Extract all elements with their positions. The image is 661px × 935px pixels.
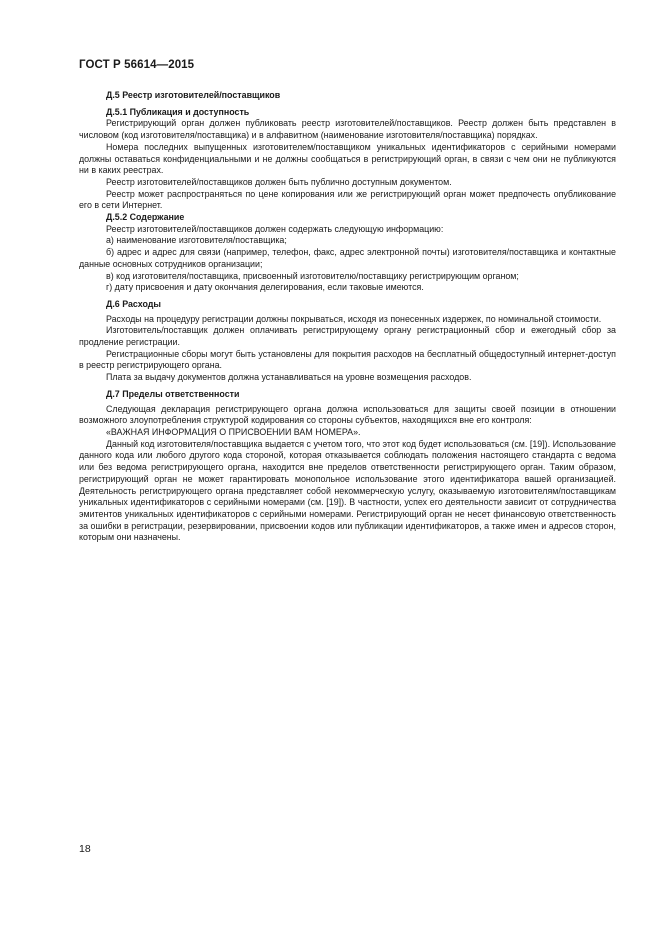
page-number: 18 — [79, 843, 91, 855]
paragraph: Реестр изготовителей/поставщиков должен быть публично доступным документом. — [106, 176, 452, 187]
document-body — [79, 90, 616, 544]
section-d6-heading: Д.6 Расходы — [106, 298, 161, 309]
paragraph: Следующая декларация регистрирующего органа должна использоваться для защиты своей позиции в отношении возможного злоупотребления структурой кодирования со стороны субъектов, находящихся вне его контроля: — [79, 403, 616, 426]
paragraph: Реестр изготовителей/поставщиков должен содержать следующую информацию: — [106, 223, 444, 234]
paragraph: Регистрационные сборы могут быть установлены для покрытия расходов на бесплатный общедоступный интернет-доступ в реестр регистрирующего органа. — [79, 348, 616, 371]
section-d5-heading: Д.5 Реестр изготовителей/поставщиков — [106, 90, 281, 100]
list-item: г) дату присвоения и дату окончания делегирования, если таковые имеются. — [106, 282, 424, 293]
list-item: а) наименование изготовителя/поставщика; — [106, 235, 287, 246]
paragraph: Данный код изготовителя/поставщика выдается с учетом того, что этот код будет использоваться (см. [19]). Использование данного кода или любого другого кода стороной, которая отказывается соблюдать положения настоящего стандарта с ведома или без ведома регистрирующего органа, находится вне пределов ответственности регистрирующего орган. Таким образом, регистрирующий орган не может гарантировать монопольное использование этого идентификатора вашей организацией. Деятельность регистрирующего органа представляет собой некоммерческую услугу, оказываемую изготовителям/поставщикам уникальных идентификаторов с серийными номерами (см. [19]). В частности, успех его деятельности зависит от сотрудничества эмитентов уникальных идентификаторов с серийными номерами. Регистрирующий орган не несет финансовую ответственность за ошибки в регистрации, резервировании, присвоении кодов или публикации идентификаторов, а также имен и адресов сторон, которым они назначены. — [79, 438, 616, 543]
section-d7-heading: Д.7 Пределы ответственности — [106, 388, 240, 399]
paragraph: Номера последних выпущенных изготовителем/поставщиком уникальных идентификаторов с серийными номерами должны оставаться конфиденциальными и не должны сообщаться в регистрирующий орган, в связи с чем они не публикуются ни в каких реестрах. — [79, 141, 616, 176]
paragraph: Изготовитель/поставщик должен оплачивать регистрирующему органу регистрационный сбор и ежегодный сбор за продление регистрации. — [79, 325, 616, 348]
paragraph: Регистрирующий орган должен публиковать реестр изготовителей/поставщиков. Реестр должен быть представлен в числовом (код изготовителя/поставщика) и в алфавитном (наименование изготовителя/поставщика) порядках. — [79, 118, 616, 141]
paragraph: Расходы на процедуру регистрации должны покрываться, исходя из понесенных издержек, по номинальной стоимости. — [106, 313, 602, 324]
paragraph: Плата за выдачу документов должна устанавливаться на уровне возмещения расходов. — [106, 372, 472, 383]
standard-title: ГОСТ Р 56614—2015 — [79, 59, 195, 71]
paragraph: Реестр может распространяться по цене копирования или же регистрирующий орган может предпочесть опубликование его в сети Интернет. — [79, 188, 616, 211]
paragraph: «ВАЖНАЯ ИНФОРМАЦИЯ О ПРИСВОЕНИИ ВАМ НОМЕРА». — [106, 426, 361, 437]
section-d52-heading: Д.5.2 Содержание — [106, 212, 185, 223]
list-item: в) код изготовителя/поставщика, присвоенный изготовителю/поставщику регистрирующим органом; — [106, 270, 519, 281]
section-d51-heading: Д.5.1 Публикация и доступность — [106, 106, 250, 117]
list-item: б) адрес и адрес для связи (например, телефон, факс, адрес электронной почты) изготовителя/поставщика и контактные данные основных сотрудников организации; — [79, 247, 616, 269]
